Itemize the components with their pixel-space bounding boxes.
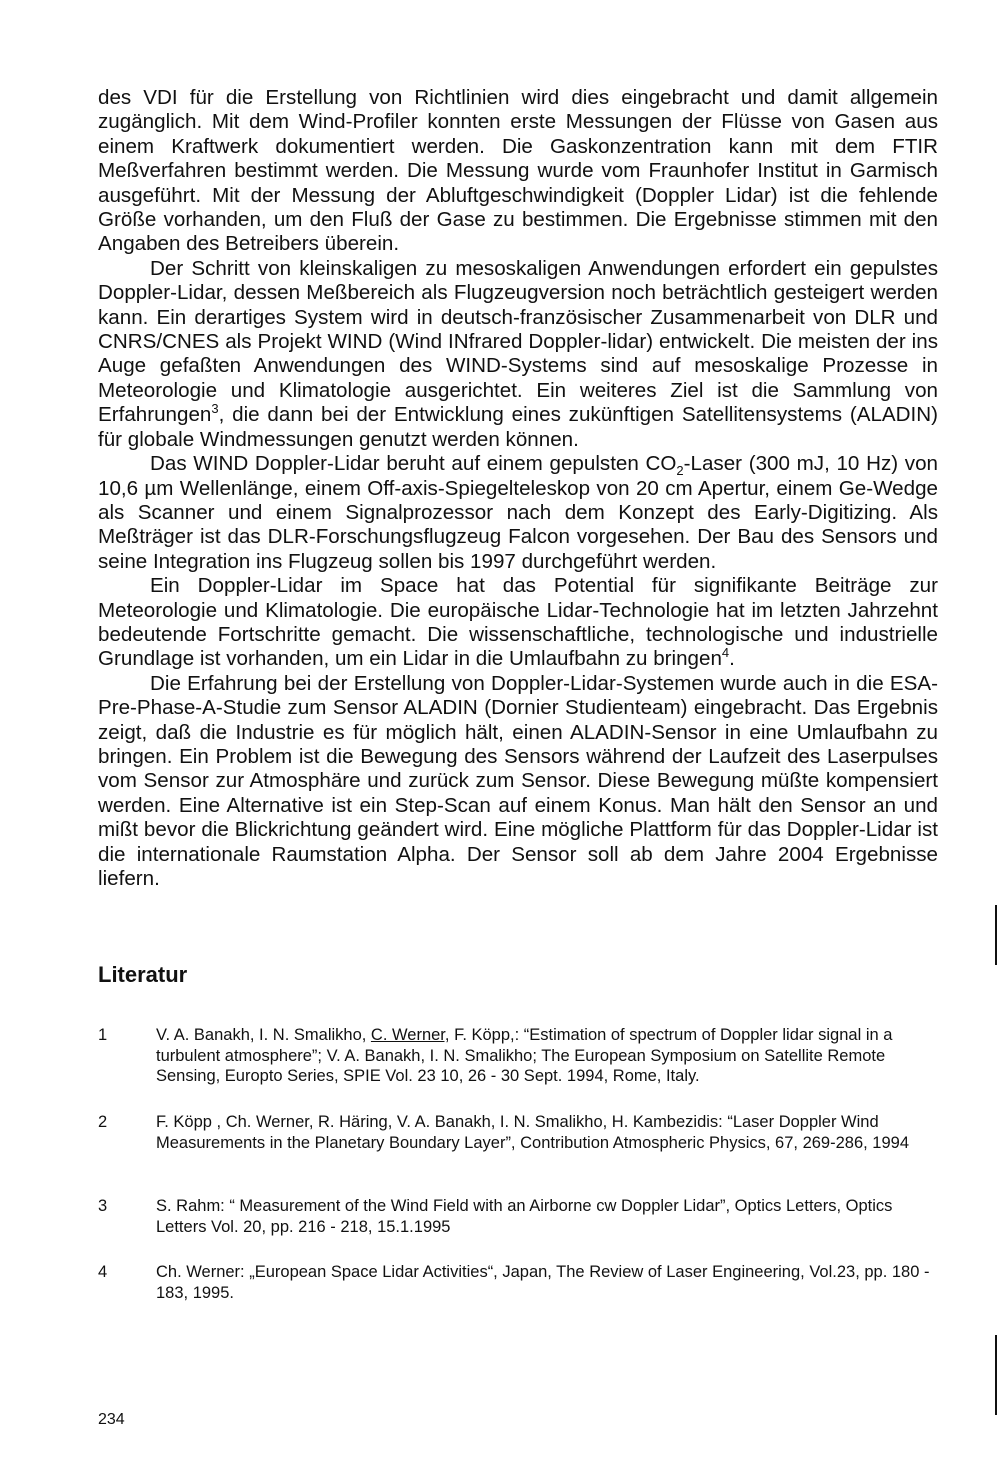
reference-text-part: V. A. Banakh, I. N. Smalikho, <box>156 1026 371 1044</box>
reference-text: Ch. Werner: „European Space Lidar Activities“, Japan, The Review of Laser Engineering, Vol.23, pp. 180 - 183, 1995. <box>156 1263 930 1302</box>
reference-text: S. Rahm: “ Measurement of the Wind Field with an Airborne cw Doppler Lidar”, Optics Letters, Optics Letters Vol. 20, pp. 216 - 218, 15.1.1995 <box>156 1197 893 1236</box>
scan-edge-mark <box>995 905 997 965</box>
reference-item <box>98 1262 938 1303</box>
footnote-ref-3: 3 <box>211 401 219 417</box>
footnote-ref-4: 4 <box>721 645 730 661</box>
page-number: 234 <box>98 1411 125 1428</box>
co2-subscript: 2 <box>676 463 684 479</box>
reference-underlined-author: C. Werner, <box>370 1026 450 1044</box>
paragraph-4-text: Ein Doppler-Lidar im Space hat das Potential für signifikante Beiträge zur Meteorologie und Klimatologie. Die europäische Lidar-Technologie hat im letzten Jahrzehnt bedeutende Fortschritte gemacht. Die wissenschaftliche, technologische und industrielle Grundlage ist vorhanden, um ein Lidar in die Umlaufbahn zu bringen <box>98 574 938 671</box>
reference-text: F. Köpp , Ch. Werner, R. Häring, V. A. Banakh, I. N. Smalikho, H. Kambezidis: “Laser Doppler Wind Measurements in the Planetary Boundary Layer”, Contribution Atmospheric Physics, 67, 269-286, 1994 <box>156 1113 909 1152</box>
paragraph-3-tail: -Laser (300 mJ, 10 Hz) von 10,6 µm Wellenlänge, einem Off-axis-Spiegelteleskop von 20 cm Apertur, einem Ge-Wedge als Scanner und einem Signalprozessor nach dem Konzept des Early-Digitizing. Als Meßträger ist das DLR-Forschungsflugzeug Falcon vorgesehen. Der Bau des Sensors und seine Integration ins Flugzeug sollen bis 1997 durchgeführt werden. <box>98 452 938 573</box>
reference-number: 3 <box>98 1197 108 1215</box>
paragraph-5: Die Erfahrung bei der Erstellung von Doppler-Lidar-Systemen wurde auch in die ESA-Pre-Phase-A-Studie zum Sensor ALADIN (Dornier Studienteam) eingebracht. Das Ergebnis zeigt, daß die Industrie es für möglich hält, einen ALADIN-Sensor in eine Umlaufbahn zu bringen. Ein Problem ist die Bewegung des Sensors während der Laufzeit des Laserpulses vom Sensor zur Atmosphäre und zurück zum Sensor. Diese Bewegung müßte kompensiert werden. Eine Alternative ist ein Step-Scan auf einem Konus. Man hält den Sensor an und mißt bevor die Blickrichtung geändert wird. Eine mögliche Plattform für das Doppler-Lidar ist die internationale Raumstation Alpha. Der Sensor soll ab dem Jahre 2004 Ergebnisse liefern. <box>98 671 938 890</box>
reference-number: 4 <box>98 1263 108 1281</box>
paragraph-3 <box>98 452 938 574</box>
reference-item <box>98 1112 938 1153</box>
paragraph-2-tail: , die dann bei der Entwicklung eines zukünftigen Satellitensystems (ALADIN) für globale Windmessungen genutzt werden können. <box>98 403 938 451</box>
reference-number: 2 <box>98 1113 108 1131</box>
reference-text <box>156 1025 938 1087</box>
reference-item <box>98 1196 938 1237</box>
reference-number: 1 <box>98 1026 108 1044</box>
reference-text-part: F. Köpp,: “Estimation of spectrum of Doppler lidar signal in a turbulent atmosphere”; V. A. Banakh, I. N. Smalikho; The European Symposium on Satellite Remote Sensing, Europto Series, SPIE Vol. 23 10, 26 - 30 Sept. 1994, Rome, Italy. <box>156 1026 893 1085</box>
paragraph-2 <box>98 257 938 452</box>
literature-heading: Literatur <box>98 962 188 987</box>
reference-item <box>98 1025 938 1087</box>
body-text <box>98 86 938 891</box>
scan-edge-mark <box>995 1335 997 1415</box>
paragraph-1: des VDI für die Erstellung von Richtlinien wird dies eingebracht und damit allgemein zugänglich. Mit dem Wind-Profiler konnten erste Messungen der Flüsse von Gasen aus einem Kraftwerk dokumentiert werden. Die Gaskonzentration kann mit dem FTIR Meßverfahren bestimmt werden. Die Messung wurde vom Fraunhofer Institut in Garmisch ausgeführt. Mit der Messung der Abluftgeschwindigkeit (Doppler Lidar) ist die fehlende Größe vorhanden, um den Fluß der Gase zu bestimmen. Die Ergebnisse stimmen mit den Angaben des Betreibers überein. <box>98 86 938 256</box>
paragraph-4-tail: . <box>729 647 735 671</box>
paragraph-4 <box>98 574 938 672</box>
paragraph-2-text: Der Schritt von kleinskaligen zu mesoskaligen Anwendungen erfordert ein gepulstes Doppler-Lidar, dessen Meßbereich als Flugzeugversion noch beträchtlich gesteigert werden kann. Ein derartiges System wird in deutsch-französischer Zusammenarbeit von DLR und CNRS/CNES als Projekt WIND (Wind INfrared Doppler-lidar) entwickelt. Die meisten der ins Auge gefaßten Anwendungen des WIND-Systems sind auf mesoskalige Prozesse in Meteorologie und Klimatologie ausgerichtet. Ein weiteres Ziel ist die Sammlung von Erfahrungen <box>98 256 938 427</box>
paragraph-3-text: Das WIND Doppler-Lidar beruht auf einem gepulsten CO <box>150 452 677 476</box>
